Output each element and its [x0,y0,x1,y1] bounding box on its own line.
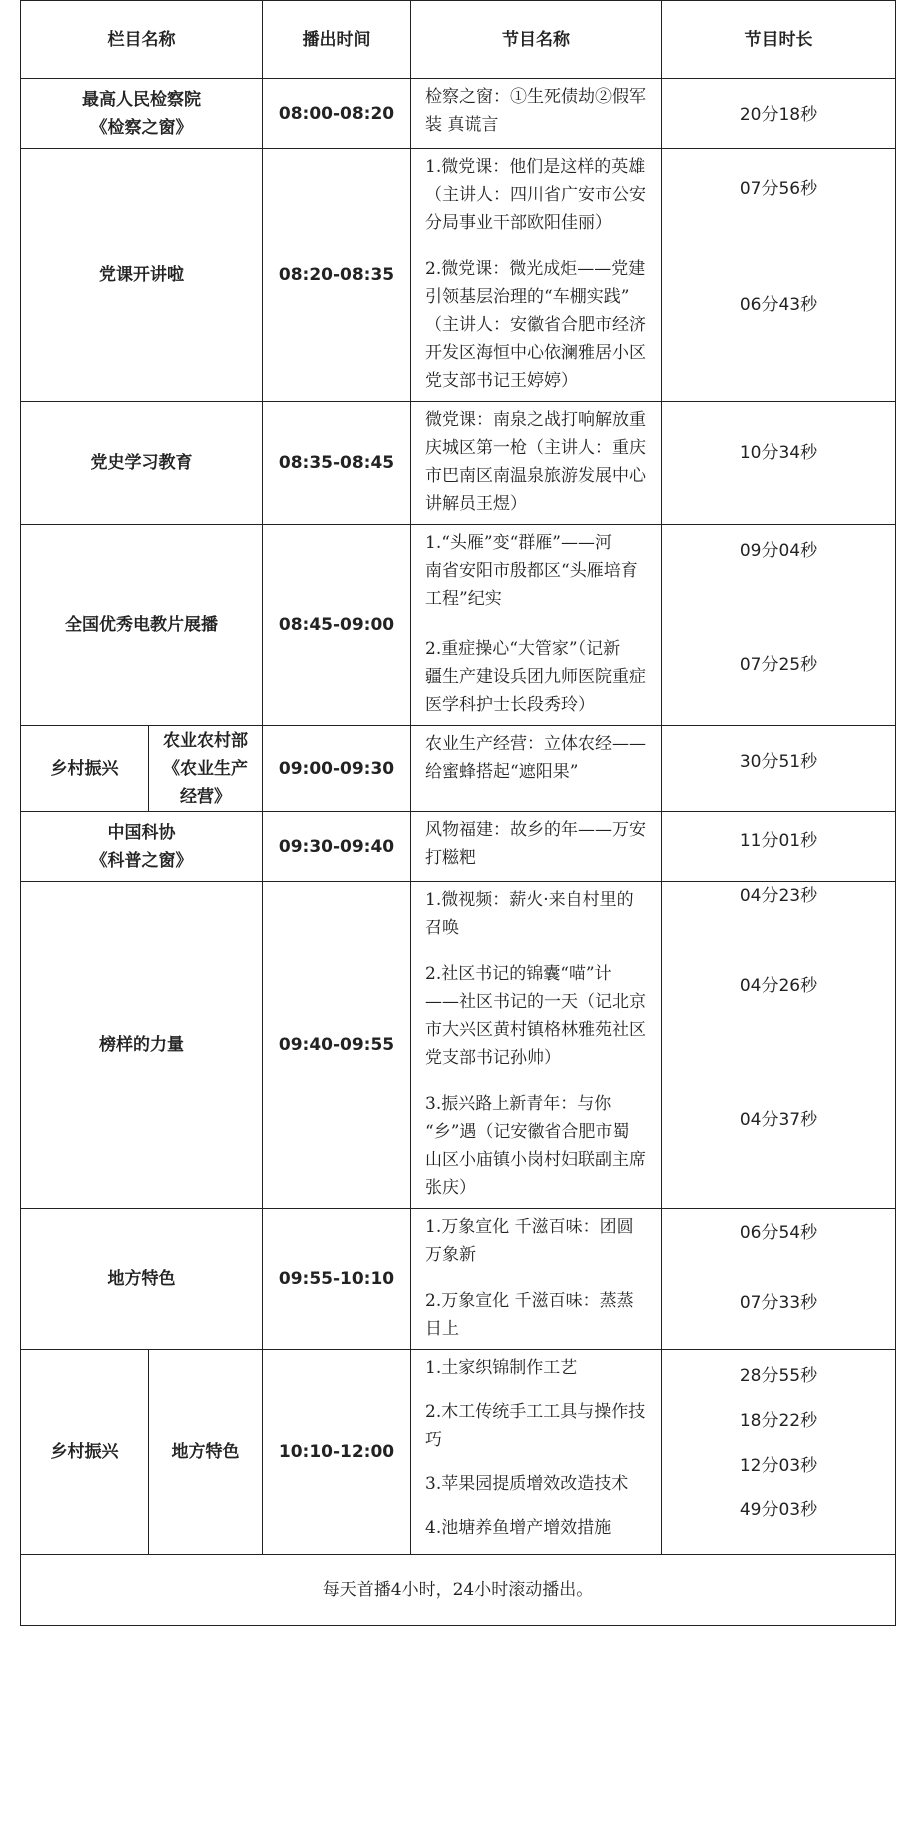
duration-list [662,149,895,382]
duration-value: 20分18秒 [739,105,818,125]
column-name-cell [21,149,263,402]
text-line: （主讲人：四川省广安市公安 [425,185,646,205]
program-cell [411,726,662,812]
program-item [425,886,649,942]
duration-list [662,812,895,880]
text-line: 庆城区第一枪（主讲人：重庆 [425,438,646,458]
column-sub-cell [149,1350,263,1555]
duration-value: 28分55秒 [739,1366,818,1386]
table-row [21,149,896,402]
text-line: ——社区书记的一天（记北京 [425,992,646,1012]
header-program-name: 节目名称 [411,1,662,79]
program-cell [411,525,662,726]
table-row [21,812,896,882]
text-line: 全国优秀电教片展播 [65,615,218,635]
table-row [21,79,896,149]
text-line: 开发区海恒中心依澜雅居小区 [425,343,646,363]
duration-cell [662,882,896,1209]
text-line: 1.微党课：他们是这样的英雄 [425,157,646,177]
header-air-time: 播出时间 [263,1,411,79]
text-line: 最高人民检察院 [82,89,201,110]
duration-value: 49分03秒 [739,1500,818,1520]
column-group-cell: 乡村振兴 [21,1350,149,1555]
text-line: 党支部书记孙帅） [425,1048,561,1068]
air-time-cell: 08:45-09:00 [263,525,411,726]
program-cell [411,882,662,1209]
duration-value: 06分43秒 [739,295,818,315]
text-line: 4.池塘养鱼增产增效措施 [425,1518,612,1538]
text-line: 《科普之窗》 [90,850,193,871]
text-line: 市巴南区南温泉旅游发展中心 [425,466,646,486]
text-line: 1.“头雁”变“群雁”——河 [425,533,612,553]
duration-list [662,882,895,1195]
program-item [425,1514,649,1542]
column-sub-cell [149,726,263,812]
text-line: 3.苹果园提质增效改造技术 [425,1474,629,1494]
table-row [21,1350,896,1555]
text-line: 中国科协 [107,822,176,843]
text-line: 疆生产建设兵团九师医院重症 [425,667,646,687]
program-item [425,529,649,613]
text-line: 2.木工传统手工工具与操作技 [425,1402,646,1422]
column-group-cell: 乡村振兴 [21,726,149,812]
text-line: 《检察之窗》 [90,117,193,138]
program-item [425,1090,649,1202]
program-cell [411,79,662,149]
program-item [425,153,649,237]
program-schedule-table [20,0,896,1626]
column-name-cell [21,525,263,726]
program-item [425,816,649,872]
header-row [21,1,896,79]
duration-value: 04分37秒 [739,1110,818,1130]
duration-list [662,1350,895,1553]
header-column-name: 栏目名称 [21,1,263,79]
air-time-cell: 10:10-12:00 [263,1350,411,1555]
text-line: 经营》 [180,786,231,807]
schedule-body [21,79,896,1555]
duration-list [662,525,895,709]
duration-value: 06分54秒 [739,1223,818,1243]
duration-cell [662,79,896,149]
text-line: 1.土家织锦制作工艺 [425,1358,578,1378]
text-line: 张庆） [425,1178,476,1198]
air-time-cell: 08:00-08:20 [263,79,411,149]
duration-cell [662,1209,896,1350]
duration-cell [662,726,896,812]
text-line: 工程”纪实 [425,589,502,609]
text-line: 2.社区书记的锦囊“喵”计 [425,964,612,984]
text-line: 3.振兴路上新青年：与你 [425,1094,612,1114]
text-line: 打糍粑 [425,848,476,868]
table-row [21,1209,896,1350]
duration-value: 10分34秒 [739,443,818,463]
text-line: 农业农村部 [163,730,248,751]
text-line: 万象新 [425,1245,476,1265]
text-line: 2.微党课：微光成炬——党建 [425,259,646,279]
program-item [425,1398,649,1454]
duration-list [662,402,895,518]
table-row [21,402,896,525]
air-time-cell: 09:30-09:40 [263,812,411,882]
program-cell [411,1209,662,1350]
text-line: 医学科护士长段秀玲） [425,695,595,715]
program-item [425,1213,649,1269]
duration-cell [662,812,896,882]
text-line: 党史学习教育 [90,453,193,473]
text-line: 分局事业干部欧阳佳丽） [425,213,612,233]
column-name-cell [21,402,263,525]
duration-list [662,726,895,810]
text-line: 装 真谎言 [425,115,499,135]
text-line: 风物福建：故乡的年——万安 [425,820,646,840]
text-line: 榜样的力量 [99,1035,184,1055]
footer-row [21,1555,896,1626]
duration-value: 07分56秒 [739,179,818,199]
duration-value: 18分22秒 [739,1411,818,1431]
text-line: 检察之窗：①生死债劫②假军 [425,87,646,107]
table-row [21,726,896,812]
text-line: 引领基层治理的“车棚实践” [425,287,630,307]
text-line: 微党课：南泉之战打响解放重 [425,410,646,430]
duration-value: 07分25秒 [739,655,818,675]
text-line: 山区小庙镇小岗村妇联副主席 [425,1150,646,1170]
duration-value: 07分33秒 [739,1293,818,1313]
text-line: 2.万象宣化 千滋百味：蒸蒸 [425,1291,634,1311]
text-line: 《农业生产 [163,758,248,779]
column-name-cell [21,1209,263,1350]
program-item [425,730,649,786]
text-line: 地方特色 [171,1442,240,1462]
air-time-cell: 08:35-08:45 [263,402,411,525]
program-item [425,1287,649,1343]
duration-value: 11分01秒 [739,831,818,851]
column-name-cell [21,812,263,882]
duration-cell [662,402,896,525]
text-line: 党课开讲啦 [99,265,184,285]
text-line: 召唤 [425,918,459,938]
text-line: 2.重症操心“大管家”（记新 [425,639,621,659]
duration-value: 04分26秒 [739,976,818,996]
duration-value: 09分04秒 [739,541,818,561]
text-line: 1.万象宣化 千滋百味：团圆 [425,1217,634,1237]
program-item [425,960,649,1072]
duration-list [662,1209,895,1347]
program-item [425,1354,649,1382]
text-line: “乡”遇（记安徽省合肥市蜀 [425,1122,630,1142]
text-line: 巧 [425,1430,442,1450]
text-line: 讲解员王煜） [425,494,527,514]
duration-list [662,79,895,147]
duration-cell [662,149,896,402]
text-line: 给蜜蜂搭起“遮阳果” [425,762,579,782]
program-cell [411,402,662,525]
air-time-cell: 09:00-09:30 [263,726,411,812]
program-item [425,255,649,395]
table-row [21,882,896,1209]
program-item [425,406,649,518]
text-line: 1.微视频：薪火·来自村里的 [425,890,634,910]
text-line: 农业生产经营：立体农经—— [425,734,646,754]
text-line: 南省安阳市殷都区“头雁培育 [425,561,638,581]
air-time-cell: 09:40-09:55 [263,882,411,1209]
program-item [425,83,649,139]
duration-value: 12分03秒 [739,1456,818,1476]
column-name-cell [21,882,263,1209]
text-line: 市大兴区黄村镇格林雅苑社区 [425,1020,646,1040]
text-line: （主讲人：安徽省合肥市经济 [425,315,646,335]
table-row [21,525,896,726]
duration-cell [662,525,896,726]
program-item [425,1470,649,1498]
duration-cell [662,1350,896,1555]
program-cell [411,149,662,402]
program-cell [411,812,662,882]
text-line: 地方特色 [107,1269,176,1289]
program-cell [411,1350,662,1555]
duration-value: 04分23秒 [739,886,818,906]
text-line: 日上 [425,1319,459,1339]
air-time-cell: 08:20-08:35 [263,149,411,402]
column-name-cell [21,79,263,149]
program-item [425,635,649,719]
duration-value: 30分51秒 [739,752,818,772]
text-line: 党支部书记王婷婷） [425,371,578,391]
header-duration: 节目时长 [662,1,896,79]
broadcast-note: 每天首播4小时，24小时滚动播出。 [21,1555,896,1626]
air-time-cell: 09:55-10:10 [263,1209,411,1350]
